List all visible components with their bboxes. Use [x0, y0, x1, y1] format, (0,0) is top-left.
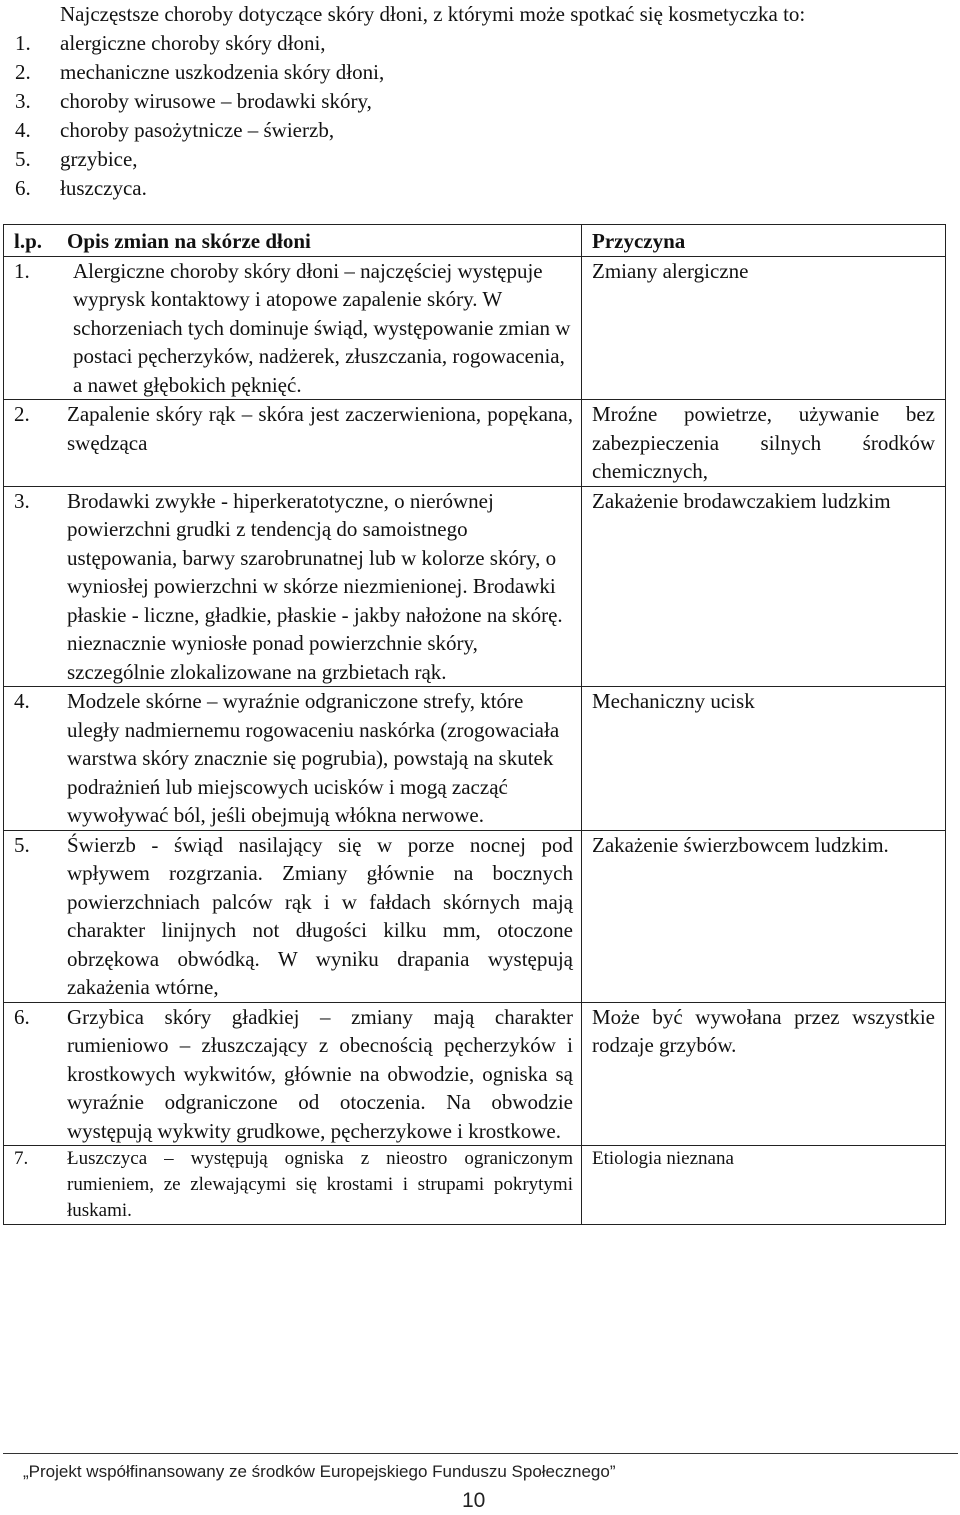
- cause-cell: [582, 1146, 946, 1225]
- row-number: 5.: [14, 832, 30, 857]
- intro-section: [15, 0, 945, 203]
- list-item-number: 4.: [15, 118, 31, 142]
- disease-list: [15, 29, 945, 203]
- list-item: [15, 174, 945, 203]
- header-lp: l.p.: [14, 229, 43, 253]
- list-item-text: mechaniczne uszkodzenia skóry dłoni,: [60, 60, 385, 84]
- row-number: 7.: [14, 1148, 29, 1169]
- row-cause: Może być wywołana przez wszystkie rodzaje grzybów.: [592, 1004, 935, 1057]
- list-item: [15, 145, 945, 174]
- row-number: 6.: [14, 1004, 30, 1029]
- cause-cell: [582, 486, 946, 687]
- row-number: 3.: [14, 488, 30, 513]
- footer-text: „Projekt współfinansowany ze środków Europejskiego Funduszu Społecznego”: [23, 1462, 616, 1481]
- row-cause: Mroźne powietrze, używanie bez zabezpieczenia silnych środków chemicznych,: [592, 402, 935, 483]
- list-item: [15, 87, 945, 116]
- table-row: [4, 687, 946, 831]
- row-description: Zapalenie skóry rąk – skóra jest zaczerwieniona, popękana, swędząca: [67, 402, 573, 455]
- description-cell: [4, 1002, 582, 1146]
- row-description: Grzybica skóry gładkiej – zmiany mają charakter rumieniowo – złuszczający z obecnością pęcherzyków i krostkowych wykwitów, głównie na obwodzie, ogniska są wyraźnie odgraniczone od otoczenia. Na obwodzie występują wykwity grudkowe, pęcherzykowe i krostkowe.: [67, 1004, 573, 1143]
- table-header-row: [4, 225, 946, 257]
- row-number: 2.: [14, 402, 30, 426]
- cause-cell: [582, 256, 946, 400]
- list-item-text: choroby wirusowe – brodawki skóry,: [60, 89, 372, 113]
- header-description-cell: [4, 225, 582, 257]
- intro-heading: Najczęstsze choroby dotyczące skóry dłoni, z którymi może spotkać się kosmetyczka to:: [60, 2, 806, 26]
- table-row: [4, 400, 946, 487]
- row-description: Modzele skórne – wyraźnie odgraniczone strefy, które uległy nadmiernemu rogowaceniu naskórka (zrogowaciała warstwa skóry znacznie się pogrubia), powstają na skutek podrażnień lub miejscowych ucisków i mogą zacząć wywoływać ból, jeśli obejmują włókna nerwowe.: [67, 689, 560, 827]
- page-number: 10: [462, 1489, 486, 1512]
- skin-changes-table: [3, 224, 946, 1225]
- table-row: [4, 1002, 946, 1146]
- list-item: [15, 116, 945, 145]
- header-description: Opis zmian na skórze dłoni: [67, 229, 311, 253]
- row-description: Brodawki zwykłe - hiperkeratotyczne, o nierównej powierzchni grudki z tendencją do samoistnego ustępowania, barwy szarobrunatnej lub w kolorze skóry, o wyniosłej powierzchni w skórze niezmienionej. Brodawki płaskie - liczne, gładkie, płaskie - jakby nałożone na skórę. nieznacznie wyniosłe ponad powierzchnie skóry, szczególnie zlokalizowane na grzbietach rąk.: [67, 488, 563, 684]
- footer-divider: [3, 1453, 958, 1454]
- list-item-text: alergiczne choroby skóry dłoni,: [60, 31, 326, 55]
- row-number: 1.: [14, 258, 30, 283]
- row-description: Alergiczne choroby skóry dłoni – najczęściej występuje wyprysk kontaktowy i atopowe zapalenie skóry. W schorzeniach tych dominuje świąd, występowanie zmian w postaci pęcherzyków, nadżerek, złuszczania, rogowacenia, a nawet głębokich pęknięć.: [73, 258, 571, 397]
- row-cause: Zmiany alergiczne: [592, 258, 749, 283]
- description-cell: [4, 830, 582, 1002]
- row-description: Łuszczyca – występują ogniska z nieostro ograniczonym rumieniem, ze zlewającymi się krostami i strupami pokrytymi łuskami.: [67, 1148, 573, 1221]
- header-cause: Przyczyna: [592, 229, 686, 253]
- row-number: 4.: [14, 689, 30, 713]
- table-row: [4, 830, 946, 1002]
- list-item-text: łuszczyca.: [60, 176, 147, 200]
- list-item-number: 6.: [15, 176, 31, 200]
- list-item-number: 1.: [15, 31, 31, 55]
- cause-cell: [582, 400, 946, 487]
- row-description: Świerzb - świąd nasilający się w porze nocnej pod wpływem rozgrzania. Zmiany głównie na bocznych powierzchniach palców rąk i w fałdach skórnych mają charakter linijnych not długości kilku mm, otoczone obrzękowa obwódką. W wyniku drapania występują zakażenia wtórne,: [67, 832, 573, 999]
- header-cause-cell: [582, 225, 946, 257]
- row-cause: Zakażenie świerzbowcem ludzkim.: [592, 832, 889, 857]
- cause-cell: [582, 830, 946, 1002]
- list-item-text: choroby pasożytnicze – świerzb,: [60, 118, 335, 142]
- cause-cell: [582, 687, 946, 831]
- list-item-number: 3.: [15, 89, 31, 113]
- list-item-number: 2.: [15, 60, 31, 84]
- table-row: [4, 1146, 946, 1225]
- row-cause: Mechaniczny ucisk: [592, 689, 755, 713]
- row-cause: Etiologia nieznana: [592, 1148, 734, 1169]
- list-item: [15, 29, 945, 58]
- description-cell: [4, 1146, 582, 1225]
- list-item-text: grzybice,: [60, 147, 138, 171]
- description-cell: [4, 687, 582, 831]
- cause-cell: [582, 1002, 946, 1146]
- row-cause: Zakażenie brodawczakiem ludzkim: [592, 488, 891, 513]
- description-cell: [4, 486, 582, 687]
- table-row: [4, 256, 946, 400]
- list-item: [15, 58, 945, 87]
- table-row: [4, 486, 946, 687]
- description-cell: [4, 256, 582, 400]
- list-item-number: 5.: [15, 147, 31, 171]
- description-cell: [4, 400, 582, 487]
